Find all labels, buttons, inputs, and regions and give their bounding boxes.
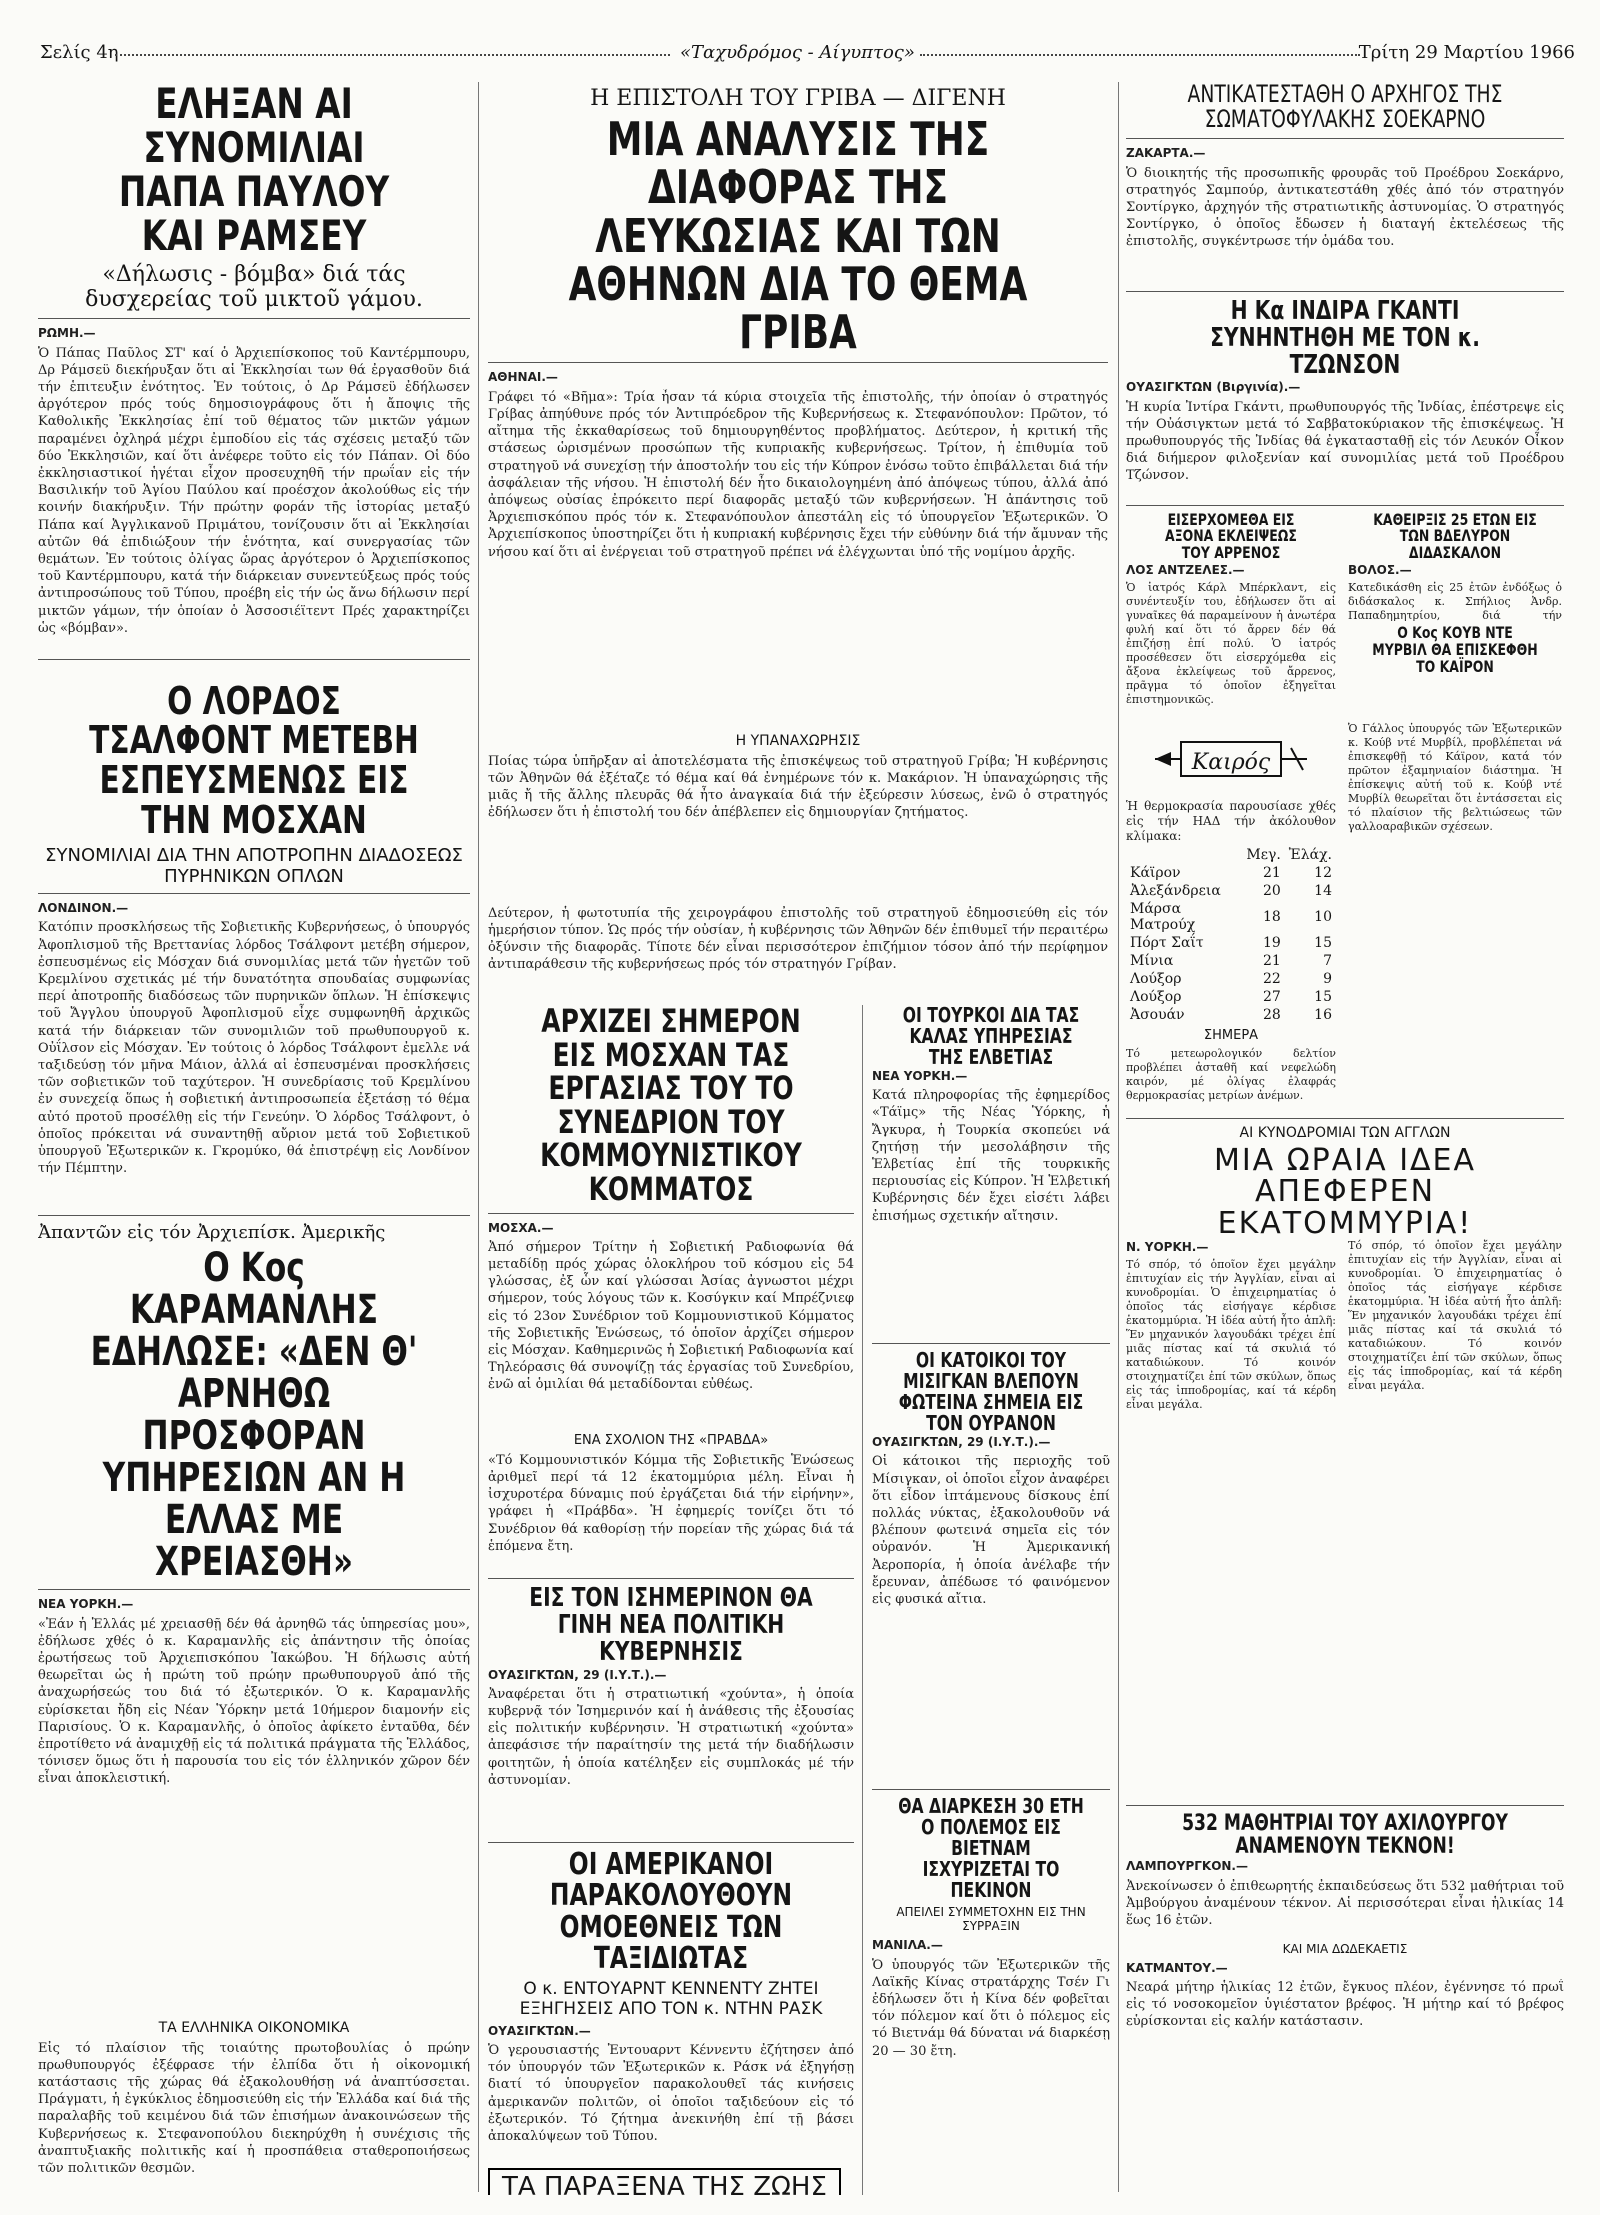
dateline: ΡΩΜΗ.— — [38, 326, 96, 341]
headline: ΕΙΣ ΤΟΝ ΙΣΗΜΕΡΙΝΟΝ ΘΑ ΓΙΝΗ ΝΕΑ ΠΟΛΙΤΙΚΗ ΚΥΒΕΡΝΗΣΙΣ — [529, 1582, 813, 1668]
dateline: ΜΟΣΧΑ.— — [488, 1220, 554, 1235]
headline: ΟΙ ΑΜΕΡΙΚΑΝΟΙ ΠΑΡΑΚΟΛΟΥΘΟΥΝ ΟΜΟΕΘΝΕΙΣ ΤΩΝ ΤΑΞΙΔΙΩΤΑΣ — [549, 1846, 793, 1977]
headline: Ο Κος ΚΟΥΒ ΝΤΕ ΜΥΡΒΙΛ ΘΑ ΕΠΙΣΚΕΦΘΗ ΤΟ ΚΑΪΡΟΝ — [1372, 623, 1538, 676]
twin-articles-lower — [1126, 1239, 1564, 1799]
table-header: Μεγ. — [1246, 846, 1281, 863]
table-row: Λούξορ 27 15 — [1130, 988, 1332, 1005]
article-body: Ὁ Γάλλος ὑπουργός τῶν Ἐξωτερικῶν κ. Κούβ ντέ Μυρβίλ, προβλέπεται νά ἐπισκεφθῇ τό Κάϊρον, κατά τόν πρῶτον ἐξαμηνιαίον διάστημα. Ἡ ἐπίσκεψις αὐτή τοῦ κ. Κούβ ντέ Μυρβίλ θεωρεῖται ὅτι ἐντάσσεται εἰς τό πλαίσιον τῆς βελτιώσεως τῶν γαλλοαραβικῶν σχέσεων. — [1348, 721, 1562, 833]
dateline: ΟΥΑΣΙΓΚΤΩΝ (Βιργινία).— — [1126, 380, 1301, 395]
table-row: Μίνια 21 7 — [1130, 952, 1332, 969]
divider — [488, 1842, 854, 1843]
table-row: Λούξορ 22 9 — [1130, 970, 1332, 987]
weather-box — [1126, 722, 1336, 1109]
dateline: ΟΥΑΣΙΓΚΤΩΝ.— — [488, 2023, 591, 2038]
weather-intro: Ἡ θερμοκρασία παρουσίασε χθές εἰς τήν ΗΑΔ τήν ἀκόλουθον κλίμακα: — [1126, 798, 1336, 843]
dateline: ΖΑΚΑΡΤΑ.— — [1126, 146, 1206, 161]
article-body: Οἱ κάτοικοι τῆς περιοχῆς τοῦ Μίσιγκαν, οἱ ὁποῖοι εἶχον ἀναφέρει ὅτι εἶδον ἰπτάμενους δίσκους ἐπί πολλάς νύκτας, ἐξακολουθοῦν νά βλέπουν φωτεινά σημεῖα εἰς τόν οὐρανόν. Ἡ Ἀμερικανική Ἀεροπορία, ἡ ὁποία ἀνέλαβε τήν ἔρευναν, ἀπέδωσε τό φαινόμενον εἰς φυσικά αἴτια. — [872, 1454, 1110, 1608]
table-row: Ἀσουάν 28 16 — [1130, 1006, 1332, 1023]
article-body: Κατεδικάσθη εἰς 25 ἐτῶν ἐνδόξως ὁ διδάσκαλος κ. Σπήλιος Ἀνδρ. Παπαδημητρίου, διά τήν — [1348, 581, 1562, 622]
kicker: ΑΙ ΚΥΝΟΔΡΟΜΙΑΙ ΤΩΝ ΑΓΓΛΩΝ — [1239, 1124, 1451, 1141]
divider — [38, 659, 470, 660]
article-synomiliai — [38, 82, 470, 653]
headline: ΟΙ ΤΟΥΡΚΟΙ ΔΙΑ ΤΑΣ ΚΑΛΑΣ ΥΠΗΡΕΣΙΑΣ ΤΗΣ ΕΛΒΕΤΙΑΣ — [902, 1005, 1080, 1069]
divider — [872, 1343, 1110, 1344]
article-teacher-sentence — [1348, 509, 1562, 676]
article-greyhound-cont — [1348, 1239, 1562, 1761]
newspaper-name: «Ταχυδρόμος - Αίγυπτος» — [680, 42, 915, 63]
dateline: Ν. ΥΟΡΚΗ.— — [1126, 1240, 1209, 1255]
subheadline: Ο κ. ΕΝΤΟΥΑΡΝΤ ΚΕΝΝΕΝΤΥ ΖΗΤΕΙ ΕΞΗΓΗΣΕΙΣ ΑΠΟ ΤΟΝ κ. ΝΤΗΝ ΡΑΣΚ — [519, 1978, 823, 2019]
dateline: ΛΟΣ ΑΝΤΖΕΛΕΣ.— — [1126, 563, 1245, 578]
dateline: ΟΥΑΣΙΓΚΤΩΝ, 29 (Ι.Υ.Τ.).— — [488, 1667, 667, 1682]
divider — [488, 1213, 854, 1214]
masthead-rule-right — [920, 54, 1360, 56]
masthead — [40, 38, 1575, 68]
divider — [1126, 1805, 1564, 1806]
headline: ΕΛΗΞΑΝ ΑΙ ΣΥΝΟΜΙΛΙΑΙ ΠΑΠΑ ΠΑΥΛΟΥ ΚΑΙ ΡΑΜΣΕΥ — [118, 82, 390, 261]
article-body: Εἰς τό πλαίσιον τῆς τοιαύτης πρωτοβουλίας ὁ πρώην πρωθυπουργός ἐξέφρασε τήν ἐλπίδα ὅτι ἡ οἰκονομική κατάστασις τῆς χώρας θά ἐξακολουθήσῃ νά ἀναπτύσσεται. Πράγματι, ἡ ἐγκύκλιος ἐδημοσιεύθη εἰς τήν Ἑλλάδα καί διά τῆς παραλαβῆς τοῦ κειμένου διά τῶν ἐπισήμων ἀνακοινώσεων τῆς Κυβερνήσεως κ. Στεφανοπούλου διεκηρύχθη ἡ συνέχισις τῆς ἀναπτυξιακῆς πολιτικῆς καί ἡ προσπάθεια σταθεροποιήσεως τῶν πολιτικῶν θεσμῶν. — [38, 2040, 470, 2176]
dateline: ΝΕΑ ΥΟΡΚΗ.— — [872, 1069, 968, 1083]
dateline: ΝΕΑ ΥΟΡΚΗ.— — [38, 1597, 134, 1612]
column-4 — [1126, 82, 1564, 2197]
headline: Ο Κος ΚΑΡΑΜΑΝΛΗΣ ΕΔΗΛΩΣΕ: «ΔΕΝ Θ' ΑΡΝΗΘΩ ΠΡΟΣΦΟΡΑΝ ΥΠΗΡΕΣΙΩΝ ΑΝ Η ΕΛΛΑΣ ΜΕ ΧΡΕΙΑΣΘΗ» — [90, 1245, 418, 1586]
article-body: Δεύτερον, ἡ φωτοτυπία τῆς χειρογράφου ἐπιστολῆς τοῦ στρατηγοῦ ἐδημοσιεύθη εἰς τόν ἡμερήσιον τύπον. Ὡς πρός τήν οὐσίαν, ἡ κυβέρνησις τῶν Ἀθηνῶν δέν ἐπιθυμεῖ τήν περαιτέρω ὀξύνσιν τῆς διαφορᾶς. Τίποτε δέν εἶναι περισσότερον ἐπιζήμιον τόσον ἀπό τήν περίφημον ἀντιπαράθεσιν τῆς κυβερνήσεως πρός τόν στρατηγόν Γρίβαν. — [488, 905, 1108, 973]
article-body: Ὁ ἰατρός Κάρλ Μπέρκλαντ, εἰς συνέντευξίν του, ἐδήλωσεν ὅτι αἱ γυναῖκες θά παραμείνουν ἡ ἀνωτέρα φυλή καί ὅτι τό ἄρρεν δέν θά ἐπιζήσῃ ἐπί πολύ. Ὁ ἰατρός προσέθεσεν ὅτι εἰσερχόμεθα εἰς ἄξονα ἐκλείψεως τοῦ ἄρρενος, πρᾶγμα τό ὁποῖον ἐξηγεῖται ἐπιστημονικῶς. — [1126, 581, 1336, 707]
section-subhead: ΕΝΑ ΣΧΟΛΙΟΝ ΤΗΣ «ΠΡΑΒΔΑ» — [573, 1432, 769, 1448]
table-header-row — [1126, 846, 1336, 864]
subheadline: ΑΠΕΙΛΕΙ ΣΥΜΜΕΤΟΧΗΝ ΕΙΣ ΤΗΝ ΣΥΡΡΑΞΙΝ — [896, 1905, 1086, 1934]
table-row: Ἀλεξάνδρεια 20 14 — [1130, 882, 1332, 899]
article-couve-de-murville — [1348, 722, 1562, 1034]
article-body: Ἀπό σήμερον Τρίτην ἡ Σοβιετική Ραδιοφωνία θά μεταδίδῃ πρός χώρας ὁλοκλήρου τοῦ κόσμου εἰς 54 γλώσσας, ἐξ ὧν καί γλώσσαι Ἀσίας ἀγνωστοι μέχρι σήμερον, τούς λόγους τῶν κ. Κοσύγκιν καί Μπρέζνιεφ εἰς τό 23ον Συνέδριον τοῦ Κομμουνιστικοῦ Κόμματος τῆς Σοβιετικῆς Ἑνώσεως, τό ὁποῖον ἀρχίζει σήμερον εἰς Μόσχαν. Καθημερινῶς ἡ Σοβιετική Ραδιοφωνία καί Τηλεόρασις θά συνοψίζῃ τάς ἐργασίας τοῦ Συνεδρίου, ἐνῶ αἱ ὁμιλίαι θά μεταδίδονται εὐθέως. — [488, 1239, 854, 1393]
headline: 532 ΜΑΘΗΤΡΙΑΙ ΤΟΥ ΑΧΙΛΟΥΡΓΟΥ ΑΝΑΜΕΝΟΥΝ ΤΕΚΝΟΝ! — [1182, 1811, 1508, 1860]
article-body: Τό σπόρ, τό ὁποῖον ἔχει μεγάλην ἐπιτυχίαν εἰς τήν Ἀγγλίαν, εἶναι αἱ κυνοδρομίαι. Ὁ ἐπιχειρηματίας ὁ ὁποῖος τάς εἰσήγαγε κέρδισε ἑκατομμύρια. Ἡ ἰδέα αὐτή ἦτο ἁπλῆ: Ἕν μηχανικόν λαγουδάκι τρέχει ἐπί μιᾶς πίστας καί τά σκυλιά τό καταδιώκουν. Τό κοινόν στοιχηματίζει ἐπί τῶν σκύλων, ὅπως εἰς τάς ἱπποδρομίας, καί τά κέρδη εἶναι μεγάλα. — [1348, 1239, 1562, 1393]
masthead-rule-left — [115, 54, 670, 56]
divider — [38, 1589, 470, 1590]
headline: ΚΑΘΕΙΡΞΙΣ 25 ΕΤΩΝ ΕΙΣ ΤΩΝ ΒΔΕΛΥΡΟΝ ΔΙΔΑΣΚΑΛΟΝ — [1373, 509, 1537, 563]
headline: Η Κα ΙΝΔΙΡΑ ΓΚΑΝΤΙ ΣΥΝΗΝΤΗΘΗ ΜΕ ΤΟΝ κ. ΤΖΩΝΣΟΝ — [1210, 295, 1480, 381]
subheadline: «Δήλωσις - βόμβα» διά τάς δυσχερείας τοῦ μικτοῦ γάμου. — [85, 262, 423, 313]
column-divider — [1118, 82, 1119, 2192]
divider — [1126, 505, 1564, 506]
article-body: Ὁ ὑπουργός τῶν Ἐξωτερικῶν τῆς Λαϊκῆς Κίνας στρατάρχης Τσέν Γι ἐδήλωσεν ὅτι ἡ Κίνα δέν φοβεῖται τόν πόλεμον καί ὅτι ὁ πόλεμος εἰς τό Βιετνάμ θά δύναται νά διαρκέσῃ 20 — 30 ἔτη. — [872, 1957, 1110, 2059]
headline: ΑΝΤΙΚΑΤΕΣΤΑΘΗ Ο ΑΡΧΗΓΟΣ ΤΗΣ ΣΩΜΑΤΟΦΥΛΑΚΗΣ ΣΟΕΚΑΡΝΟ — [1187, 82, 1503, 134]
kicker: Ἀπαντῶν εἰς τόν Ἀρχιεπίσκ. Ἀμερικῆς — [38, 1222, 386, 1244]
article-body: «Τό Κομμουνιστικόν Κόμμα τῆς Σοβιετικῆς Ἑνώσεως ἀριθμεῖ περί τά 12 ἑκατομμύρια μέλη. Εἶναι ἡ ἰσχυροτέρα δύναμις πού ἐργάζεται διά τήν εἰρήνην», γράφει ἡ «Πράβδα». Ἡ ἐφημερίς τονίζει ὅτι τό Συνέδριον θά καθορίσῃ τήν πορείαν τῆς χώρας διά τά ἑπόμενα ἔτη. — [488, 1452, 854, 1554]
section-subhead: ΚΑΙ ΜΙΑ ΔΩΔΕΚΑΕΤΙΣ — [1282, 1941, 1408, 1956]
temperature-table — [1126, 846, 1336, 1024]
divider — [1126, 138, 1564, 139]
article-body: Γράφει τό «Βῆμα»: Τρία ἦσαν τά κύρια στοιχεῖα τῆς ἐπιστολῆς, τήν ὁποίαν ὁ στρατηγός Γρίβας ἀπηύθυνε πρός τόν Ἀντιπρόεδρον τῆς Κυβερνήσεως κ. Στεφανόπουλον: Πρῶτον, τό αἴτημα τῆς ἐκκαθαρίσεως τοῦ δημιουργηθέντος προβλήματος. Δεύτερον, ἡ κριτική τῆς στάσεως ὡρισμένων προσώπων τῆς κυπριακῆς κυβερνήσεως. Τρίτον, ἡ ἐπιθυμία τοῦ στρατηγοῦ νά συνεχίσῃ τήν ἀποστολήν του εἰς τήν Κύπρον ἐνόσω τοῦτο ἐπιβάλλεται διά τήν ἀσφάλειαν τῆς νήσου. Ἡ ἐπιστολή δέν ἦτο δικαιολογημένη ἀπό ἀπόψεως τύπου, ἀλλά ἀπό ἀπόψεως οὐσίας ἐπρόκειτο περί διαφορᾶς μεταξύ τῶν κυβερνήσεων. Ἡ ἀπάντησις τοῦ Ἀρχιεπισκόπου πρός τόν κ. Στεφανόπουλον ἀπεστάλη εἰς τό ὑπουργεῖον Ἐξωτερικῶν. Ὁ Ἀρχιεπίσκοπος ὑποστηρίζει ὅτι ἡ κυπριακή κυβέρνησις ἔχει τήν εὐθύνην διά τήν ἄμυναν τῆς νήσου καί ὅτι αἱ ἐνέργειαι τοῦ στρατηγοῦ πρέπει νά ἐλέγχωνται ὑπό τῆς νομίμου ἀρχῆς. — [488, 389, 1108, 560]
dateline: ΛΑΜΠΟΥΡΓΚΟΝ.— — [1126, 1859, 1248, 1874]
article-karamanlis — [38, 1222, 470, 2197]
article-body: Νεαρά μήτηρ ἡλικίας 12 ἐτῶν, ἔγκυος πλέον, ἐγέννησε τό πρωΐ εἰς τό νοσοκομεῖον ὑγιέστατον βρέφος. Ἡ μήτηρ καί τό βρέφος εὑρίσκονται εἰς καλήν κατάστασιν. — [1126, 1979, 1564, 2030]
headline: ΑΡΧΙΖΕΙ ΣΗΜΕΡΟΝ ΕΙΣ ΜΟΣΧΑΝ ΤΑΣ ΕΡΓΑΣΙΑΣ ΤΟΥ ΤΟ ΣΥΝΕΔΡΙΟΝ ΤΟΥ ΚΟΜΜΟΥΝΙΣΤΙΚΟΥ ΚΟΜΜΑΤΟΣ — [540, 1005, 802, 1208]
dateline: ΑΘΗΝΑΙ.— — [488, 370, 558, 385]
article-body: Κατά πληροφορίας τῆς ἐφημερίδος «Τάϊμς» τῆς Νέας Ὑόρκης, ἡ Ἄγκυρα, ἡ Τουρκία σκοπεύει νά ζητήσῃ τήν μεσολάβησιν τῆς Ἑλβετίας ἐπί τῆς τουρκικῆς περιουσίας εἰς Κύπρον. Ἡ Ἑλβετική Κυβέρνησις δέν ἔχει εἰσέτι λάβει ἐπισήμως σχετικήν αἴτησιν. — [872, 1088, 1110, 1224]
article-body: Ὁ γερουσιαστής Ἐντουαρντ Κέννεντυ ἐζήτησεν ἀπό τόν ὑπουργόν τῶν Ἐξωτερικῶν κ. Ράσκ νά ἐξηγήσῃ διατί τό ὑπουργεῖον παρακολουθεῖ τάς κινήσεις ἀμερικανῶν πολιτῶν, οἱ ὁποῖοι ταξιδεύουν εἰς τό ἐξωτερικόν. Τό ζήτημα ἀνεκινήθη ἐπί τῇ βάσει ἀποκαλύψεων τοῦ Τύπου. — [488, 2043, 854, 2145]
table-row: Μάρσα Ματρούχ 18 10 — [1130, 900, 1332, 933]
divider — [1126, 291, 1564, 292]
article-chalfont — [38, 678, 470, 1210]
page-label: Σελίς 4η — [40, 42, 119, 63]
kicker: Η ΕΠΙΣΤΟΛΗ ΤΟΥ ΓΡΙΒΑ — ΔΙΓΕΝΗ — [590, 86, 1006, 111]
divider — [38, 1215, 470, 1216]
article-body: Κατόπιν προσκλήσεως τῆς Σοβιετικῆς Κυβερνήσεως, ὁ ὑπουργός Ἀφοπλισμοῦ τῆς Βρεττανίας λόρδος Τσάλφοντ μετέβη σήμερον, ἐσπευσμένως εἰς Μόσχαν διά συνομιλίας μετά τῶν ἡγετῶν τοῦ Κρεμλίνου σχετικάς μέ τήν δυνατότητα σπουδαίας συμφωνίας περί ἀποτροπῆς διαδόσεως τῶν πυρηνικῶν ὅπλων. Ἡ ἐπίσκεψις τοῦ Ἄγγλου ὑπουργοῦ Ἀφοπλισμοῦ εἶχε συμφωνηθῆ ἀρχικῶς κατά τήν διάρκειαν τῶν συνομιλιῶν τοῦ πρωθυπουργοῦ κ. Οὐΐλσον εἰς Μόσχαν. Ἐν τούτοις ὁ λόρδος Τσάλφοντ ἐμελλε νά ταξιδεύσῃ τόν μῆνα Μάιον, ἀλλά αἱ ἐσπευσμέναι προσκλήσεις τῶν σοβιετικῶν τοῦ ταχύτερον. Ἡ συνεδρίασις τοῦ Κρεμλίνου ἐν συνεχείᾳ ὅπως ἡ σοβιετική ἀντιπροσωπεία ἐξετάσῃ τό θέμα αὐτό προτοῦ προσέλθῃ εἰς τήν Γενεύην. Ὁ λόρδος Τσάλφοντ, ὁ ὁποῖος πρόκειται νά συναντηθῇ αὔριον μετά τοῦ Σοβιετικοῦ ὑπουργοῦ Ἐξωτερικῶν κ. Γκρομύκο, θά ἐπιστρέψῃ εἰς Λονδίνον τήν Πέμπτην. — [38, 920, 470, 1177]
section-subhead: ΤΑ ΕΛΛΗΝΙΚΑ ΟΙΚΟΝΟΜΙΚΑ — [158, 2019, 350, 2036]
article-body: Ἀνεκοίνωσεν ὁ ἐπιθεωρητής ἐκπαιδεύσεως ὅτι 532 μαθήτριαι τοῦ Ἀμβούργου ἀναμένουν τέκνον. Αἱ περισσότεραι εἶναι ἡλικίας 14 ἕως 16 ἐτῶν. — [1126, 1878, 1564, 1928]
article-body: Ὁ Πάπας Παῦλος ΣΤ' καί ὁ Ἀρχιεπίσκοπος τοῦ Καντέρμπουρυ, Δρ Ράμσεϋ διεκήρυξαν ὅτι αἱ Ἐκκλησίαι των θά ἐργασθοῦν διά τήν ἑπιτευξιν ἑνότητος. Ἐν τούτοις, ὁ Δρ Ράμσεϋ ἐδήλωσεν ἀργότερον πρός τούς δημοσιογράφους ὅτι ἡ ἄποψις τῆς Καθολικῆς Ἐκκλησίας ἐπί τοῦ θέματος τῶν μικτῶν γάμων παραμένει ὀχληρά μέχρι ἐμποδίου εἰς τάς σχέσεις μεταξύ τῶν δύο Ἐκκλησιῶν, καί ὅτι ἀνέφερε τοῦτο εἰς τόν Πάπαν. Οἱ δύο ἐκκλησιαστικοί ἡγέται εἶχον προσευχηθῆ τήν πρωΐαν εἰς τήν Βασιλικήν τοῦ Ἁγίου Παύλου καί προέσχον ἀκολούθως εἰς τήν κοινήν διακήρυξιν. Τήν πρώτην φοράν τῆς ἱστορίας μεταξύ Πάπα καί Ἀγγλικανοῦ Πριμάτου, τονίζουσιν ὅτι αἱ Ἐκκλησίαι αὐτῶν θά ἐπιδιώξουν τήν ἑνότητα, καί συνεργασίας τῶν θεμάτων. Ἐν τούτοις ὀλίγας ὥρας ἀργότερον ὁ Ἀρχιεπίσκοπος τοῦ Καντέρμπουρυ, κατά τήν διάρκειαν συνεντεύξεως πρός τούς ἀντιπροσώπους τοῦ Τύπου, προέβη εἰς τήν ὡς ἄνω δήλωσιν περί μικτῶν γάμων, τήν ὁποίαν ὁ Ἀσσοσιέϊτεντ Πρές χαρακτηρίζει ὡς «βόμβαν». — [38, 345, 470, 636]
divider — [1126, 1118, 1564, 1119]
headline: ΕΙΣΕΡΧΟΜΕΘΑ ΕΙΣ ΑΞΟΝΑ ΕΚΛΕΙΨΕΩΣ ΤΟΥ ΑΡΡΕΝΟΣ — [1165, 509, 1297, 563]
headline: ΟΙ ΚΑΤΟΙΚΟΙ ΤΟΥ ΜΙΣΙΓΚΑΝ ΒΛΕΠΟΥΝ ΦΩΤΕΙΝΑ ΣΗΜΕΙΑ ΕΙΣ ΤΟΝ ΟΥΡΑΝΟΝ — [898, 1348, 1084, 1436]
divider — [872, 1789, 1110, 1790]
headline: Ο ΛΟΡΔΟΣ ΤΣΑΛΦΟΝΤ ΜΕΤΕΒΗ ΕΣΠΕΥΣΜΕΝΩΣ ΕΙΣ ΤΗΝ ΜΟΣΧΑΝ — [89, 678, 419, 843]
headline: ΜΙΑ ΩΡΑΙΑ ΙΔΕΑ ΑΠΕΦΕΡΕΝ ΕΚΑΤΟΜΜΥΡΙΑ! — [1213, 1142, 1477, 1241]
article-body: Ὁ διοικητής τῆς προσωπικῆς φρουρᾶς τοῦ Προέδρου Σοεκάρνο, στρατηγός Σαμπούρ, ἀντικατεστάθη χθές ἀπό τόν στρατηγόν Σοντίργκο, ἀρχηγόν τῆς στρατιωτικῆς ἀστυνομίας. Ὁ στρατηγός Σοντίργκο, ὁ ὁποῖος ἔδωσεν ἡ διαταγή ἐκτελέσεως τῆς ἐπιστολῆς, συγκέντρωσε τήν ὁμάδα του. — [1126, 165, 1564, 250]
subheadline: ΣΥΝΟΜΙΛΙΑΙ ΔΙΑ ΤΗΝ ΑΠΟΤΡΟΠΗΝ ΔΙΑΔΟΣΕΩΣ ΠΥΡΗΝΙΚΩΝ ΟΠΛΩΝ — [45, 845, 463, 888]
article-body: Τό σπόρ, τό ὁποῖον ἔχει μεγάλην ἐπιτυχίαν εἰς τήν Ἀγγλίαν, εἶναι αἱ κυνοδρομίαι. Ὁ ἐπιχειρηματίας ὁ ὁποῖος τάς εἰσήγαγε κέρδισε ἑκατομμύρια. Ἡ ἰδέα αὐτή ἦτο ἁπλῆ: Ἕν μηχανικόν λαγουδάκι τρέχει ἐπί μιᾶς πίστας καί τά σκυλιά τό καταδιώκουν. Τό κοινόν στοιχηματίζει ἐπί τῶν σκύλων, ὅπως εἰς τάς ἱπποδρομίας, καί τά κέρδη εἶναι μεγάλα. — [1126, 1258, 1336, 1412]
strange-life-box — [488, 2168, 854, 2195]
column-2 — [488, 82, 1108, 1002]
dateline: ΛΟΝΔΙΝΟΝ.— — [38, 901, 129, 916]
dateline: ΚΑΤΜΑΝΤΟΥ.— — [1126, 1960, 1228, 1975]
table-header: Ἐλάχ. — [1288, 846, 1332, 863]
divider — [38, 893, 470, 894]
article-male-extinction — [1126, 509, 1336, 714]
article-body: Ἡ κυρία Ἰντίρα Γκάντι, πρωθυπουργός τῆς Ἰνδίας, ἐπέστρεψε εἰς τήν Οὐάσιγκτων μετά τό Σαββατοκύριακον τῆς ἐπισκέψεως. Ἡ πρωθυπουργός τῆς Ἰνδίας θά ἐγκατασταθῇ εἰς τόν Λευκόν Οἶκον διά διήμερον φιλοξενίαν καί συνομιλίας μετά τοῦ Προέδρου Τζώνσον. — [1126, 399, 1564, 484]
article-body: «Ἐάν ἡ Ἑλλάς μέ χρειασθῇ δέν θά ἀρνηθῶ τάς ὑπηρεσίας μου», ἐδήλωσε χθές ὁ κ. Καραμανλῆς εἰς ἀπάντησιν τῆς ὁποίας ἐρωτήσεως τοῦ Ἀρχιεπισκόπου Ἰακώβου. Ἡ δήλωσις αὐτή θεωρεῖται ὡς ἡ πρώτη τοῦ πρώην πρωθυπουργοῦ ἀπό τῆς ἀναχωρήσεώς του διά τό ἐξωτερικόν. Ὁ κ. Καραμανλῆς εὑρίσκεται ἤδη εἰς Νέαν Ὑόρκην μετά 10ήμερον διαμονήν εἰς Παρισίους. Ὁ κ. Καραμανλῆς, ὁ ὁποῖος ἀφίκετο ἐνταῦθα, δέν ἐπροτίθετο νά ἀναμιχθῇ εἰς τά πολιτικά πράγματα τῆς Ἑλλάδος, τόνισεν ὅμως ὅτι ἡ παρουσία του εἰς τόν ἑλληνικόν χῶρον δέν εἶναι ἀποκλειστική. — [38, 1616, 470, 1787]
article-body: Ποίας τώρα ὑπῆρξαν αἱ ἀποτελέσματα τῆς ἐπισκέψεως τοῦ στρατηγοῦ Γρίβα; Ἡ κυβέρνησις τῶν Ἀθηνῶν θά ἐξέταζε τό θέμα καί θά ἐνημέρωνε τόν κ. Μακάριον. Ἡ ὑπαναχώρησις τῆς μιᾶς ἤ τῆς ἄλλης πλευρᾶς θά ἦτο ἀναγκαία διά τήν ἐξεύρεσιν λύσεως, ἐνῶ ὁ στρατηγός ἐδήλωσεν ὅτι ἡ ἐπιστολή του δέν ἀπέβλεπεν εἰς δημιουργίαν ζητήματος. — [488, 753, 1108, 821]
column-3 — [872, 1005, 1110, 2195]
table-row: Πόρτ Σαΐτ 19 15 — [1130, 934, 1332, 951]
box-label: ΤΑ ΠΑΡΑΞΕΝΑ ΤΗΣ ΖΩΗΣ — [488, 2168, 841, 2195]
column-divider — [862, 1005, 863, 2195]
headline: ΘΑ ΔΙΑΡΚΕΣΗ 30 ΕΤΗ Ο ΠΟΛΕΜΟΣ ΕΙΣ ΒΙΕΤΝΑΜ ΙΣΧΥΡΙΖΕΤΑΙ ΤΟ ΠΕΚΙΝΟΝ — [898, 1794, 1084, 1903]
headline: ΜΙΑ ΑΝΑΛΥΣΙΣ ΤΗΣ ΔΙΑΦΟΡΑΣ ΤΗΣ ΛΕΥΚΩΣΙΑΣ ΚΑΙ ΤΩΝ ΑΘΗΝΩΝ ΔΙΑ ΤΟ ΘΕΜΑ ΓΡΙΒΑ — [568, 112, 1028, 360]
article-greyhound — [1126, 1239, 1336, 1780]
table-row: Κάϊρον 21 12 — [1130, 864, 1332, 881]
twin-articles — [1126, 509, 1564, 722]
divider — [488, 362, 1108, 363]
weather-forecast: Τό μετεωρολογικόν δελτίον προβλέπει ἀσταθῆ καί νεφελώδη καιρόν, μέ ὀλίγας ἐλαφράς θερμοκρασίας μετρίων ἀνέμων. — [1126, 1046, 1336, 1102]
column-1 — [38, 82, 470, 2197]
weather-label: Καιρός — [1191, 749, 1271, 775]
section-subhead: Η ΥΠΑΝΑΧΩΡΗΣΙΣ — [735, 732, 861, 749]
issue-date: Τρίτη 29 Μαρτίου 1966 — [1358, 42, 1575, 63]
divider — [488, 1578, 854, 1579]
dateline: ΟΥΑΣΙΓΚΤΩΝ, 29 (Ι.Υ.Τ.).— — [872, 1435, 1051, 1450]
article-body: Ἀναφέρεται ὅτι ἡ στρατιωτική «χούντα», ἡ ὁποία κυβερνᾷ τόν Ἰσημερινόν καί ἡ ἀνάθεσις τῆς ἐξουσίας εἰς πολιτικήν κυβέρνησιν. Ἡ στρατιωτική «χούντα» ἀπεφάσισε τήν παραίτησίν της μετά τήν διαδήλωσιν φοιτητῶν, ἡ ὁποία κατέληξεν εἰς συμπλοκάς μέ τήν ἀστυνομίαν. — [488, 1686, 854, 1788]
center-lower-column — [488, 1005, 854, 2195]
dateline: ΜΑΝΙΛΑ.— — [872, 1938, 943, 1953]
weather-and-couve — [1126, 721, 1564, 1102]
weather-today-label: ΣΗΜΕΡΑ — [1203, 1027, 1259, 1043]
column-divider — [478, 82, 479, 2192]
dateline: ΒΟΛΟΣ.— — [1348, 563, 1412, 578]
divider — [38, 318, 470, 319]
